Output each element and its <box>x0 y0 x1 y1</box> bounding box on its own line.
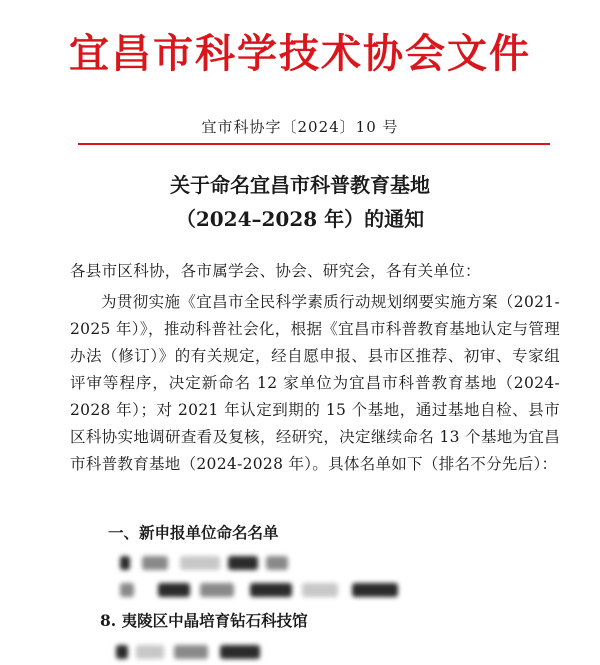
notice-subject <box>0 168 600 236</box>
redaction-blob <box>250 583 292 597</box>
redaction-blob <box>120 556 130 570</box>
section-heading-new-units: 一、新申报单位命名名单 <box>108 524 279 542</box>
redacted-list-row <box>116 645 296 659</box>
document-header-title: 宜昌市科学技术协会文件 <box>69 31 531 77</box>
notice-body <box>70 258 560 478</box>
redaction-blob <box>266 556 288 570</box>
redaction-blob <box>136 645 164 659</box>
redaction-blob <box>228 556 258 570</box>
notice-subject-line-1: 关于命名宜昌市科普教育基地 <box>170 173 430 197</box>
redaction-blob <box>352 583 398 597</box>
redacted-list-row <box>120 583 410 597</box>
redaction-blob <box>174 645 208 659</box>
document-number: 宜市科协字〔2024〕10 号 <box>201 118 399 136</box>
redaction-blob <box>180 556 220 570</box>
redaction-blob <box>220 645 260 659</box>
notice-subject-line-2: （2024–2028 年）的通知 <box>175 207 425 231</box>
redacted-list-row <box>120 556 320 570</box>
redaction-blob <box>200 583 234 597</box>
salutation: 各县市区科协，各市属学会、协会、研究会，各有关单位： <box>70 262 481 280</box>
body-paragraph: 为贯彻实施《宜昌市全民科学素质行动规划纲要实施方案（2021-2025 年）》，推动科普社会化，根据《宜昌市科普教育基地认定与管理办法（修订）》的有关规定，经自愿申报、县市区推荐、初审、专家组评审等程序，决定新命名 12 家单位为宜昌市科普教育基地（2024-2028 年）；对 2021 年认定到期的 15 个基地，通过基地自检、县市区科协实地调研查看及复核，经研究，决定继续命名 13 个基地为宜昌市科普教育基地（2024-2028 年）。具体名单如下（排名不分先后）： <box>70 293 560 473</box>
redaction-blob <box>302 583 338 597</box>
redaction-blob <box>116 645 128 659</box>
redaction-blob <box>142 556 168 570</box>
redaction-blob <box>158 583 190 597</box>
red-divider-line <box>78 143 550 145</box>
list-item-8: 8. 夷陵区中晶培育钻石科技馆 <box>100 611 308 630</box>
redaction-blob <box>120 583 134 597</box>
